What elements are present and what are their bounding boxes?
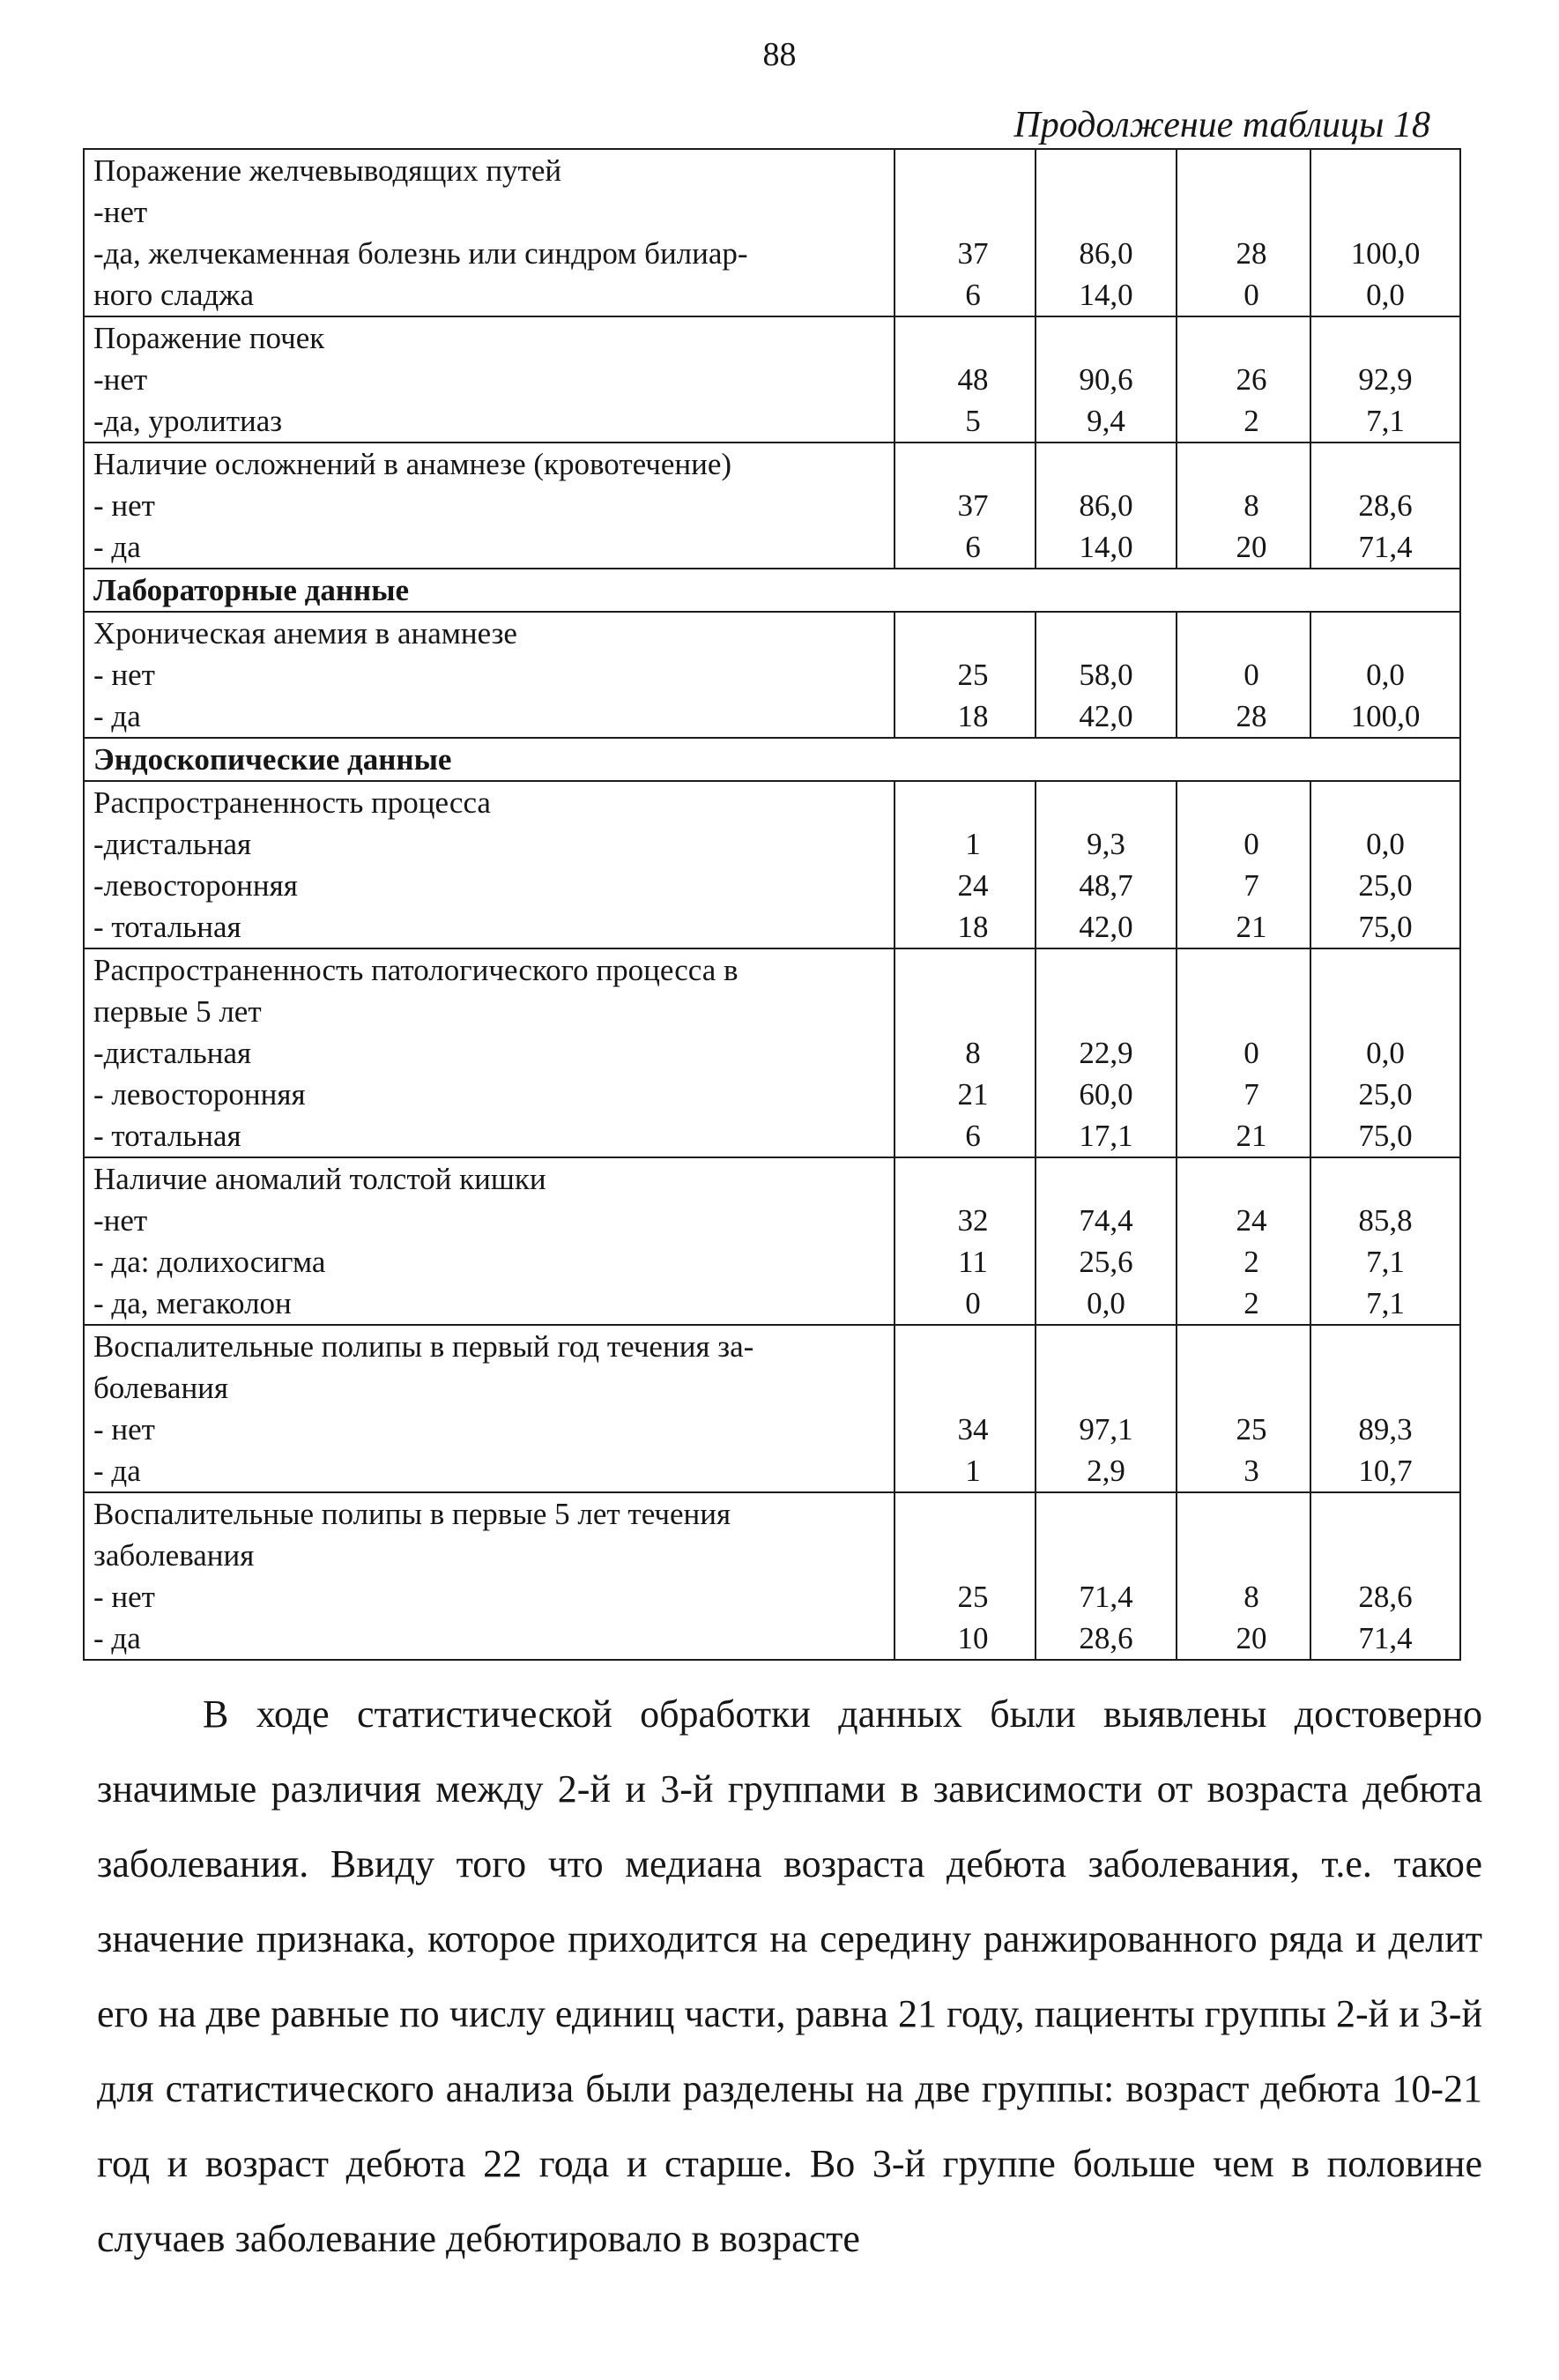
- value: 11: [958, 1245, 988, 1279]
- row-label-cell: [84, 612, 895, 738]
- percent-group3-cell: [1310, 149, 1460, 316]
- table-row: [84, 1492, 1460, 1660]
- value: 28: [1236, 699, 1267, 733]
- value: 0: [1243, 827, 1259, 861]
- value: 24: [957, 868, 989, 903]
- value: 28,6: [1358, 488, 1413, 523]
- value: 58,0: [1079, 658, 1133, 692]
- value: 71,4: [1358, 530, 1413, 564]
- row-sublabel: -нет: [93, 1203, 148, 1238]
- value: 86,0: [1079, 236, 1133, 271]
- value: 26: [1236, 362, 1267, 397]
- count-group3-cell: [1177, 1492, 1310, 1660]
- row-sublabel: -да, уролитиаз: [93, 404, 283, 438]
- row-title: Воспалительные полипы в первые 5 лет течения: [93, 1497, 731, 1531]
- percent-group3-cell: [1310, 316, 1460, 443]
- row-label-cell: [84, 1157, 895, 1325]
- value: 1: [965, 827, 981, 861]
- value: 18: [957, 910, 989, 944]
- table-caption: Продолжение таблицы 18: [1013, 105, 1430, 145]
- table-row: [84, 1157, 1460, 1325]
- value: 25: [1236, 1412, 1267, 1447]
- value: 18: [957, 699, 989, 733]
- row-title: Наличие аномалий толстой кишки: [93, 1162, 546, 1196]
- value: 2,9: [1087, 1454, 1125, 1488]
- value: 75,0: [1358, 910, 1413, 944]
- value: 71,4: [1358, 1621, 1413, 1655]
- percent-group2-cell: [1036, 1157, 1177, 1325]
- percent-group2-cell: [1036, 149, 1177, 316]
- count-group3-cell: [1177, 612, 1310, 738]
- row-label-cell: [84, 149, 895, 316]
- value: 89,3: [1358, 1412, 1413, 1447]
- value: 28,6: [1358, 1580, 1413, 1614]
- count-group3-cell: [1177, 781, 1310, 948]
- value: 17,1: [1079, 1119, 1133, 1153]
- value: 25,0: [1358, 868, 1413, 903]
- row-sublabel: - левосторонняя: [93, 1077, 306, 1112]
- value: 90,6: [1079, 362, 1133, 397]
- row-title: Распространенность процесса: [93, 785, 491, 820]
- value: 74,4: [1079, 1203, 1133, 1238]
- value: 60,0: [1079, 1077, 1133, 1112]
- value: 21: [957, 1077, 989, 1112]
- value: 32: [957, 1203, 989, 1238]
- row-sublabel: -нет: [93, 195, 148, 229]
- table-row: [84, 781, 1460, 948]
- page-number: 88: [762, 36, 797, 73]
- row-sublabel: - нет: [93, 658, 155, 692]
- percent-group3-cell: [1310, 1492, 1460, 1660]
- value: 5: [965, 404, 981, 438]
- percent-group3-cell: [1310, 612, 1460, 738]
- percent-group3-cell: [1310, 1325, 1460, 1492]
- section-header-row: [84, 569, 1460, 612]
- table-row: [84, 948, 1460, 1157]
- value: 25: [957, 1580, 989, 1614]
- count-group2-cell: [895, 948, 1036, 1157]
- value: 0,0: [1366, 827, 1405, 861]
- row-sublabel: - да: [93, 1621, 141, 1655]
- row-sublabel: первые 5 лет: [93, 994, 262, 1029]
- table-row: [84, 1325, 1460, 1492]
- row-sublabel: -да, желчекаменная болезнь или синдром билиар-: [93, 236, 748, 271]
- value: 85,8: [1358, 1203, 1413, 1238]
- value: 37: [957, 488, 989, 523]
- row-title: Поражение почек: [93, 321, 325, 355]
- data-table: [83, 148, 1461, 1661]
- count-group3-cell: [1177, 149, 1310, 316]
- section-label: Лабораторные данные: [84, 569, 1460, 612]
- value: 1: [965, 1454, 981, 1488]
- row-sublabel: - да, мегаколон: [93, 1286, 292, 1320]
- row-sublabel: - нет: [93, 1580, 155, 1614]
- row-sublabel: - да: [93, 699, 141, 733]
- count-group3-cell: [1177, 316, 1310, 443]
- count-group3-cell: [1177, 948, 1310, 1157]
- percent-group3-cell: [1310, 443, 1460, 569]
- count-group2-cell: [895, 781, 1036, 948]
- value: 7,1: [1366, 1286, 1405, 1320]
- percent-group3-cell: [1310, 781, 1460, 948]
- value: 0: [965, 1286, 981, 1320]
- row-label-cell: [84, 1325, 895, 1492]
- value: 34: [957, 1412, 989, 1447]
- table-row: [84, 443, 1460, 569]
- row-sublabel: -нет: [93, 362, 148, 397]
- value: 92,9: [1358, 362, 1413, 397]
- section-header-row: [84, 738, 1460, 781]
- row-sublabel: -левосторонняя: [93, 868, 298, 903]
- percent-group2-cell: [1036, 948, 1177, 1157]
- value: 8: [1243, 488, 1259, 523]
- value: 20: [1236, 530, 1267, 564]
- value: 0: [1243, 1036, 1259, 1070]
- value: 48,7: [1079, 868, 1133, 903]
- count-group2-cell: [895, 1492, 1036, 1660]
- value: 10: [957, 1621, 989, 1655]
- row-title: Распространенность патологического процесса в: [93, 953, 739, 987]
- row-sublabel: - нет: [93, 1412, 155, 1447]
- value: 42,0: [1079, 699, 1133, 733]
- value: 28: [1236, 236, 1267, 271]
- value: 37: [957, 236, 989, 271]
- count-group2-cell: [895, 316, 1036, 443]
- value: 2: [1243, 1245, 1259, 1279]
- value: 0,0: [1366, 278, 1405, 312]
- value: 6: [965, 278, 981, 312]
- value: 2: [1243, 404, 1259, 438]
- row-sublabel: -дистальная: [93, 827, 252, 861]
- value: 100,0: [1350, 699, 1421, 733]
- percent-group2-cell: [1036, 612, 1177, 738]
- row-sublabel: болевания: [93, 1371, 229, 1405]
- value: 8: [965, 1036, 981, 1070]
- count-group2-cell: [895, 443, 1036, 569]
- row-sublabel: - да: [93, 530, 141, 564]
- percent-group2-cell: [1036, 316, 1177, 443]
- row-title: Наличие осложнений в анамнезе (кровотечение): [93, 447, 732, 481]
- value: 86,0: [1079, 488, 1133, 523]
- percent-group2-cell: [1036, 781, 1177, 948]
- table-row: [84, 149, 1460, 316]
- count-group3-cell: [1177, 443, 1310, 569]
- value: 0,0: [1087, 1286, 1125, 1320]
- section-label: Эндоскопические данные: [84, 738, 1460, 781]
- value: 25,6: [1079, 1245, 1133, 1279]
- percent-group3-cell: [1310, 1157, 1460, 1325]
- row-label-cell: [84, 1492, 895, 1660]
- row-title: Хроническая анемия в анамнезе: [93, 616, 517, 651]
- count-group2-cell: [895, 149, 1036, 316]
- value: 14,0: [1079, 530, 1133, 564]
- value: 42,0: [1079, 910, 1133, 944]
- value: 24: [1236, 1203, 1267, 1238]
- row-title: Воспалительные полипы в первый год течения за-: [93, 1329, 754, 1364]
- row-label-cell: [84, 316, 895, 443]
- row-label-cell: [84, 443, 895, 569]
- count-group2-cell: [895, 612, 1036, 738]
- value: 25: [957, 658, 989, 692]
- value: 25,0: [1358, 1077, 1413, 1112]
- value: 7,1: [1366, 404, 1405, 438]
- row-sublabel: ного сладжа: [93, 278, 255, 312]
- value: 10,7: [1358, 1454, 1413, 1488]
- value: 75,0: [1358, 1119, 1413, 1153]
- value: 21: [1236, 910, 1267, 944]
- value: 9,4: [1087, 404, 1125, 438]
- value: 8: [1243, 1580, 1259, 1614]
- value: 7: [1243, 1077, 1259, 1112]
- table-row: [84, 316, 1460, 443]
- value: 6: [965, 530, 981, 564]
- value: 28,6: [1079, 1621, 1133, 1655]
- value: 97,1: [1079, 1412, 1133, 1447]
- value: 48: [957, 362, 989, 397]
- table-row: [84, 612, 1460, 738]
- value: 2: [1243, 1286, 1259, 1320]
- count-group3-cell: [1177, 1157, 1310, 1325]
- value: 0,0: [1366, 658, 1405, 692]
- percent-group2-cell: [1036, 1492, 1177, 1660]
- row-sublabel: - тотальная: [93, 1119, 241, 1153]
- value: 71,4: [1079, 1580, 1133, 1614]
- row-sublabel: - нет: [93, 488, 155, 523]
- count-group2-cell: [895, 1157, 1036, 1325]
- row-title: Поражение желчевыводящих путей: [93, 153, 562, 188]
- percent-group2-cell: [1036, 443, 1177, 569]
- value: 6: [965, 1119, 981, 1153]
- value: 0: [1243, 658, 1259, 692]
- row-sublabel: -дистальная: [93, 1036, 252, 1070]
- count-group2-cell: [895, 1325, 1036, 1492]
- row-sublabel: заболевания: [93, 1538, 255, 1573]
- row-sublabel: - да: [93, 1454, 141, 1488]
- value: 22,9: [1079, 1036, 1133, 1070]
- value: 100,0: [1350, 236, 1421, 271]
- value: 0,0: [1366, 1036, 1405, 1070]
- row-sublabel: - тотальная: [93, 910, 241, 944]
- value: 20: [1236, 1621, 1267, 1655]
- percent-group2-cell: [1036, 1325, 1177, 1492]
- value: 9,3: [1087, 827, 1125, 861]
- value: 7,1: [1366, 1245, 1405, 1279]
- value: 0: [1243, 278, 1259, 312]
- value: 14,0: [1079, 278, 1133, 312]
- row-sublabel: - да: долихосигма: [93, 1245, 326, 1279]
- body-paragraph: В ходе статистической обработки данных были выявлены достоверно значимые различия между 2-й и 3-й группами в зависимости от возраста дебюта заболевания. Ввиду того что медиана возраста дебюта заболевания, т.е. такое значение признака, которое приходится на середину ранжированного ряда и делит его на две равные по числу единиц части, равна 21 году, пациенты группы 2-й и 3-й для статистического анализа были разделены на две группы: возраст дебюта 10-21 год и возраст дебюта 22 года и старше. Во 3-й группе больше чем в половине случаев заболевание дебютировало в возрасте: [97, 1692, 1482, 2260]
- count-group3-cell: [1177, 1325, 1310, 1492]
- value: 7: [1243, 868, 1259, 903]
- value: 3: [1243, 1454, 1259, 1488]
- row-label-cell: [84, 781, 895, 948]
- value: 21: [1236, 1119, 1267, 1153]
- percent-group3-cell: [1310, 948, 1460, 1157]
- row-label-cell: [84, 948, 895, 1157]
